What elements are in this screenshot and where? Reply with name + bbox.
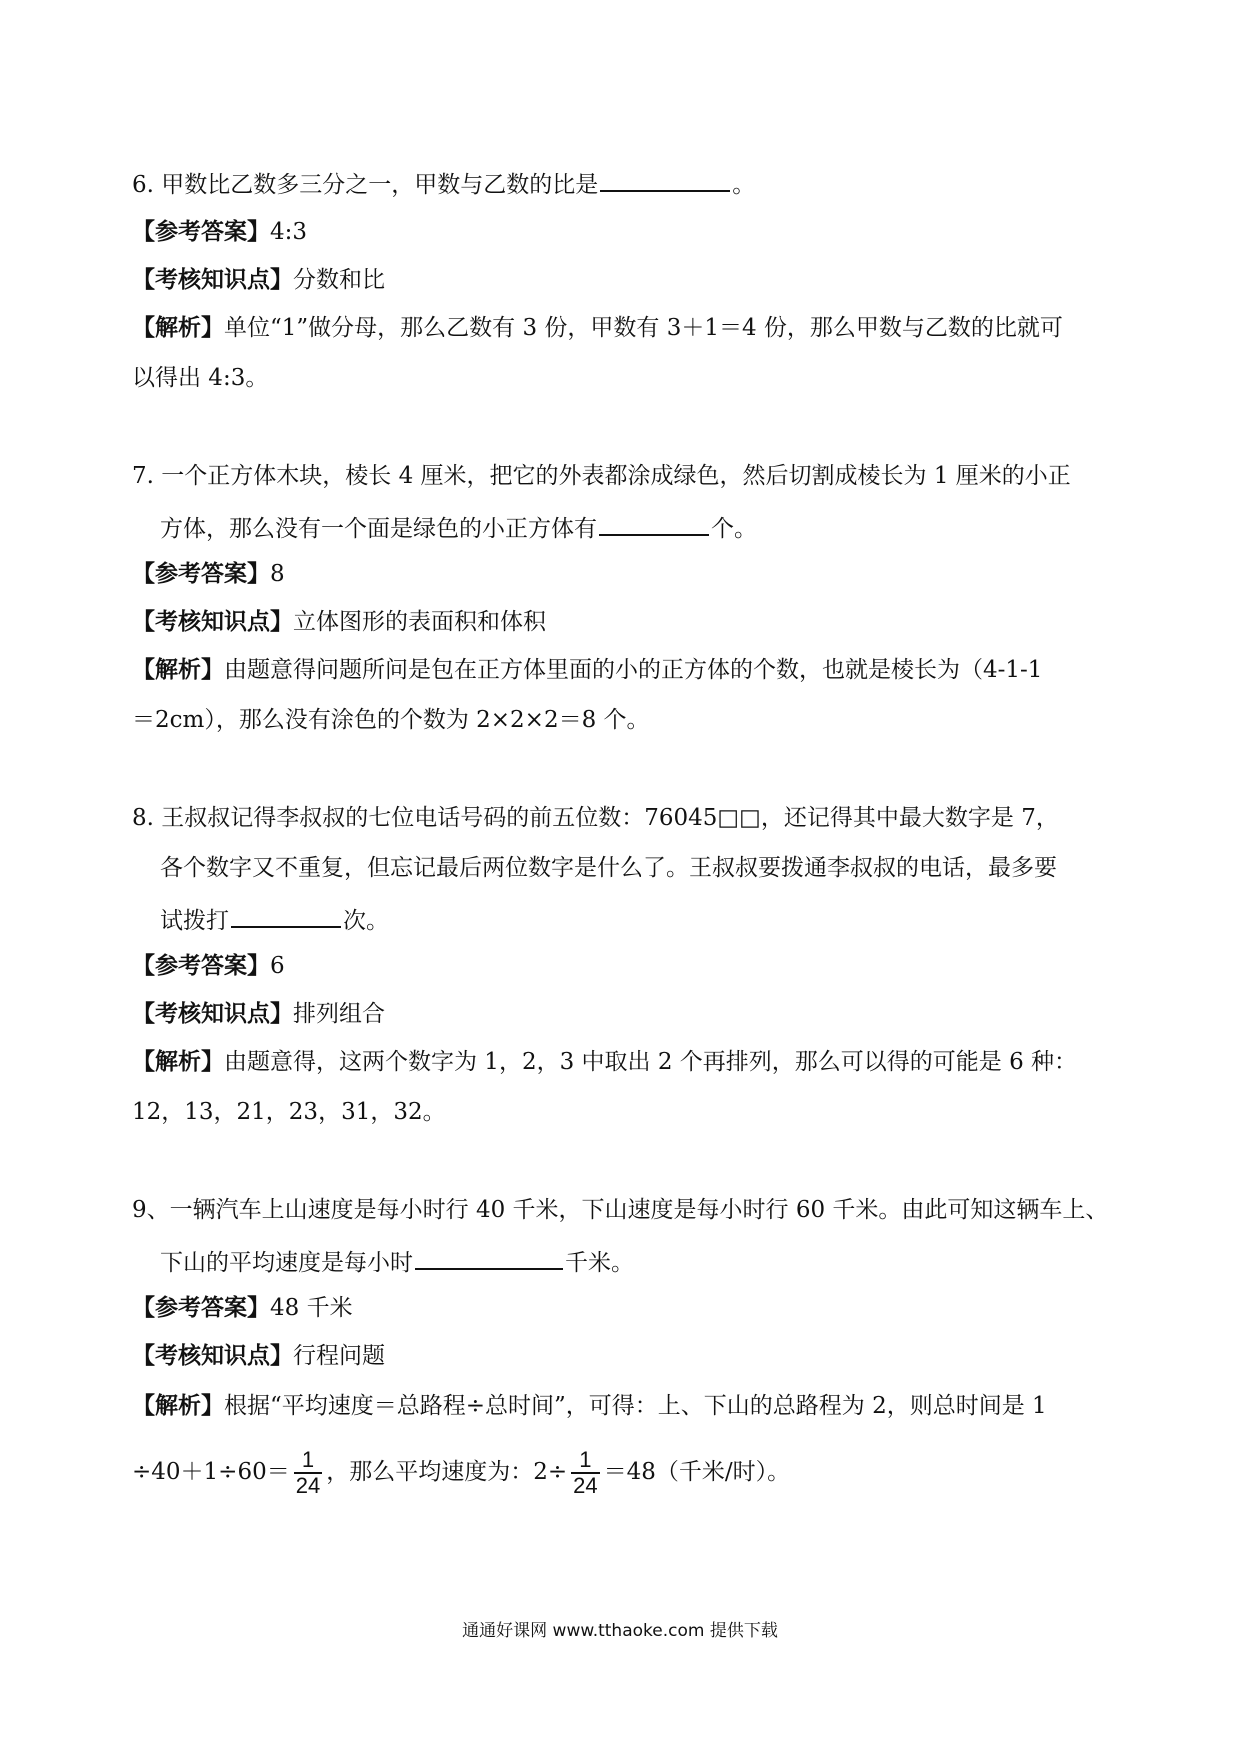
formula-part-2: ，那么平均速度为：2÷ [326, 1459, 568, 1485]
analysis-continuation: ＝2cm），那么没有涂色的个数为 2×2×2＝8 个。 [132, 707, 650, 733]
question-9-line-2 [160, 1246, 1122, 1277]
answer-label: 【参考答案】 [132, 561, 270, 587]
question-6-end: 。 [732, 172, 756, 198]
page-footer: 通通好课网 www.tthaoke.com 提供下载 [462, 1621, 778, 1641]
answer-value: 48 千米 [270, 1295, 353, 1321]
topic-value: 行程问题 [293, 1343, 385, 1369]
analysis-row [132, 1048, 1122, 1076]
analysis-label: 【解析】 [132, 1393, 224, 1419]
question-9-end: 千米。 [565, 1250, 634, 1276]
question-8-line-2: 各个数字又不重复，但忘记最后两位数字是什么了。王叔叔要拨通李叔叔的电话，最多要 [160, 855, 1057, 881]
question-7-line-2 [160, 512, 1122, 543]
fraction-numerator: 1 [571, 1448, 599, 1474]
answer-row [132, 218, 1122, 246]
fraction-denominator: 24 [295, 1473, 321, 1498]
question-9-text: 下山的平均速度是每小时 [160, 1250, 413, 1276]
answer-value: 6 [270, 953, 285, 979]
analysis-text: 根据“平均速度＝总路程÷总时间”，可得：上、下山的总路程为 2，则总时间是 1 [224, 1393, 1047, 1419]
analysis-label: 【解析】 [132, 1049, 224, 1075]
analysis-text: 由题意得，这两个数字为 1，2，3 中取出 2 个再排列，那么可以得的可能是 6 种： [224, 1049, 1078, 1075]
analysis-row [132, 314, 1122, 342]
analysis-row [132, 1392, 1122, 1420]
question-7-end: 个。 [711, 516, 757, 542]
answer-blank [415, 1246, 563, 1270]
formula-part-1: ÷40＋1÷60＝ [132, 1459, 290, 1485]
formula-part-3: ＝48（千米/时）。 [603, 1459, 791, 1485]
topic-label: 【考核知识点】 [132, 609, 293, 635]
topic-row [132, 266, 1122, 294]
answer-blank [600, 168, 730, 192]
analysis-label: 【解析】 [132, 315, 224, 341]
topic-row [132, 608, 1122, 636]
answer-label: 【参考答案】 [132, 219, 270, 245]
answer-blank [599, 512, 709, 536]
question-6-text: 6. 甲数比乙数多三分之一，甲数与乙数的比是 [132, 172, 599, 198]
answer-row [132, 1294, 1122, 1322]
answer-value: 4:3 [270, 219, 308, 245]
fraction-one-over-24 [571, 1448, 599, 1498]
analysis-continuation: 以得出 4:3。 [132, 365, 269, 391]
question-8-end: 次。 [343, 908, 389, 934]
topic-label: 【考核知识点】 [132, 267, 293, 293]
answer-label: 【参考答案】 [132, 953, 270, 979]
fraction-one-over-24 [294, 1448, 322, 1498]
answer-blank [231, 904, 341, 928]
topic-label: 【考核知识点】 [132, 1001, 293, 1027]
question-8-line-1: 8. 王叔叔记得李叔叔的七位电话号码的前五位数：76045□□，还记得其中最大数字是 7， [132, 805, 1059, 831]
topic-value: 分数和比 [293, 267, 385, 293]
analysis-formula-line [132, 1444, 1122, 1500]
question-9-line-1: 9、一辆汽车上山速度是每小时行 40 千米，下山速度是每小时行 60 千米。由此可知这辆车上、 [132, 1197, 1109, 1223]
topic-label: 【考核知识点】 [132, 1343, 293, 1369]
fraction-numerator: 1 [294, 1448, 322, 1474]
answer-value: 8 [270, 561, 285, 587]
answer-row [132, 952, 1122, 980]
question-6 [132, 168, 1122, 199]
question-8-line-3 [160, 904, 1122, 935]
analysis-row [132, 656, 1122, 684]
topic-row [132, 1342, 1122, 1370]
analysis-text: 单位“1”做分母，那么乙数有 3 份，甲数有 3＋1＝4 份，那么甲数与乙数的比就可 [224, 315, 1063, 341]
analysis-label: 【解析】 [132, 657, 224, 683]
topic-row [132, 1000, 1122, 1028]
fraction-denominator: 24 [573, 1473, 598, 1498]
answer-row [132, 560, 1122, 588]
answer-label: 【参考答案】 [132, 1295, 270, 1321]
question-7-text: 方体，那么没有一个面是绿色的小正方体有 [160, 516, 597, 542]
topic-value: 立体图形的表面积和体积 [293, 609, 546, 635]
question-7-line-1: 7. 一个正方体木块，棱长 4 厘米，把它的外表都涂成绿色，然后切割成棱长为 1 厘米的小正 [132, 463, 1071, 489]
analysis-continuation: 12，13，21，23，31，32。 [132, 1099, 446, 1125]
question-8-text: 试拨打 [160, 908, 229, 934]
topic-value: 排列组合 [293, 1001, 385, 1027]
analysis-text: 由题意得问题所问是包在正方体里面的小的正方体的个数，也就是棱长为（4-1-1 [224, 657, 1043, 683]
